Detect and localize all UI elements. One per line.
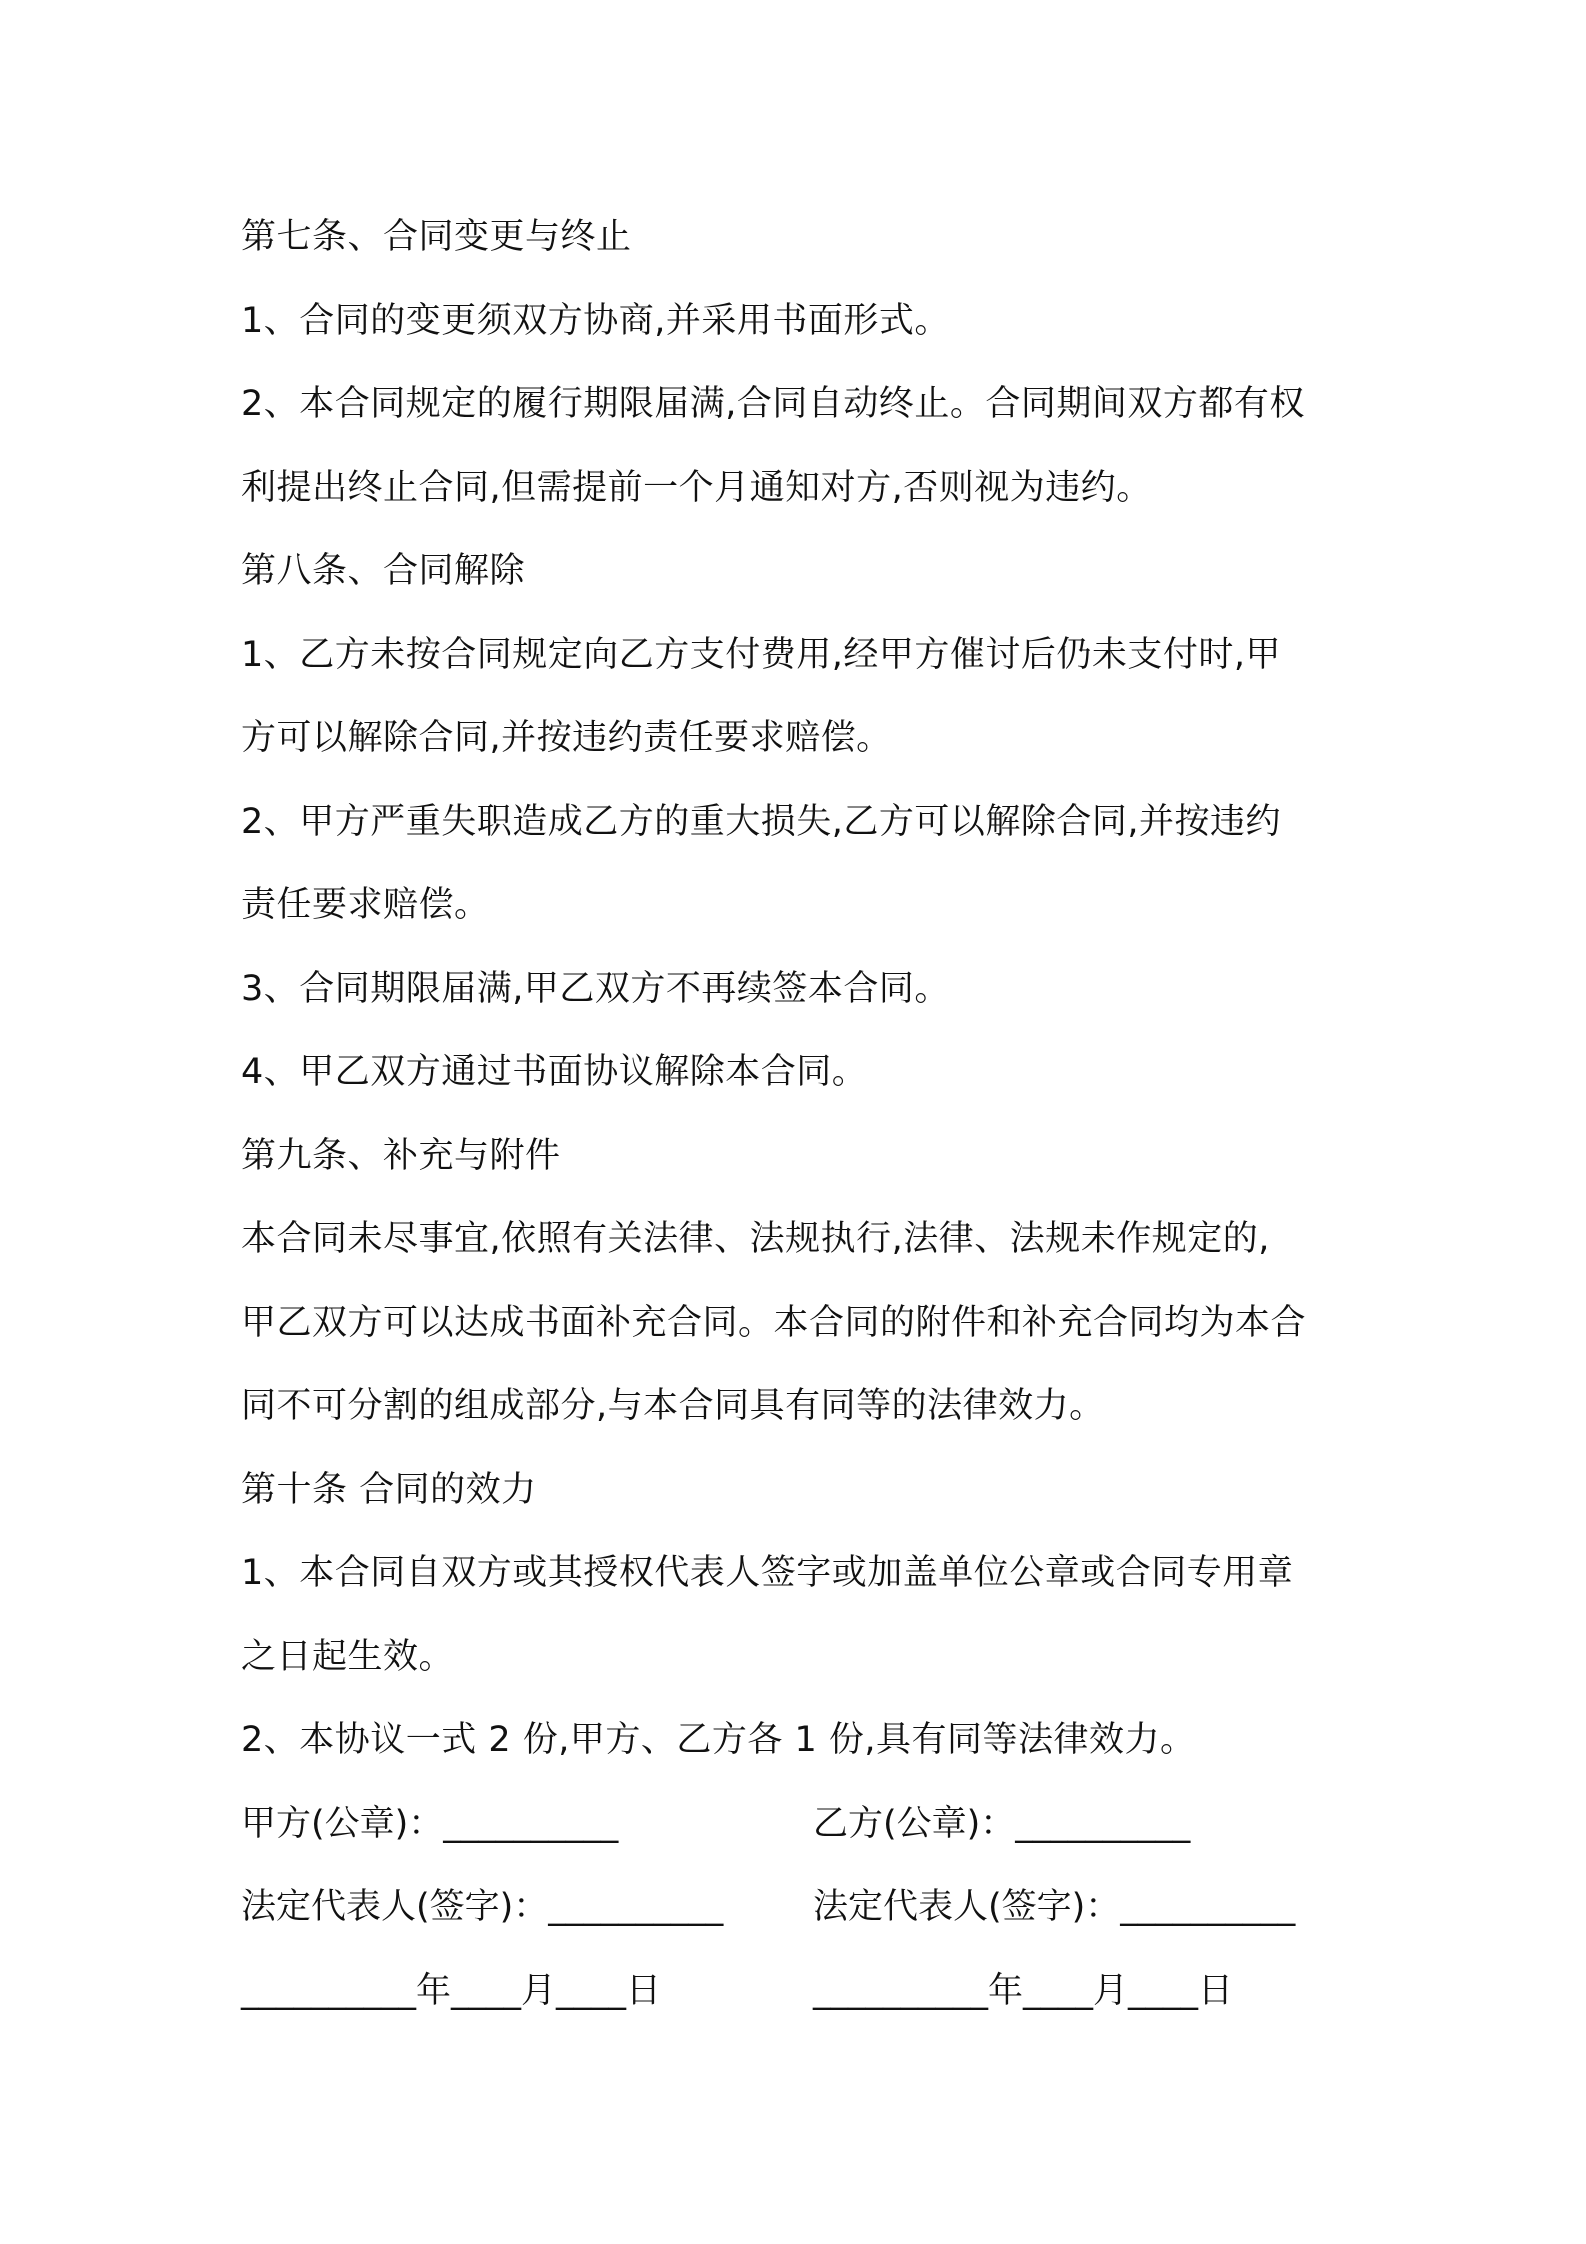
article-10-heading: 第十条 合同的效力 <box>241 1469 537 1510</box>
party-a-seal-field: 甲方(公章)：__________ <box>241 1803 619 1844</box>
article-10-clause-1-cont: 之日起生效。 <box>241 1636 455 1677</box>
party-b-rep-field: 法定代表人(签字)：__________ <box>813 1887 1296 1927</box>
article-7-clause-2-cont: 利提出终止合同,但需提前一个月通知对方,否则视为违约。 <box>241 467 1152 508</box>
article-10-clause-1: 1、本合同自双方或其授权代表人签字或加盖单位公章或合同专用章 <box>241 1553 1294 1593</box>
party-a-rep-field: 法定代表人(签字)：__________ <box>241 1887 724 1927</box>
article-9-text-1: 本合同未尽事宜,依照有关法律、法规执行,法律、法规未作规定的, <box>241 1219 1270 1259</box>
article-8-heading: 第八条、合同解除 <box>241 551 526 591</box>
party-a-date-field: __________年____月____日 <box>241 1970 662 2011</box>
article-7-heading: 第七条、合同变更与终止 <box>241 217 632 257</box>
signature-rep-row <box>241 1866 1361 1950</box>
article-8-clause-2: 2、甲方严重失职造成乙方的重大损失,乙方可以解除合同,并按违约 <box>241 801 1282 842</box>
signature-date-row <box>241 1950 1361 2034</box>
article-9-text-3: 同不可分割的组成部分,与本合同具有同等的法律效力。 <box>241 1386 1105 1426</box>
article-7-clause-1: 1、合同的变更须双方协商,并采用书面形式。 <box>241 300 950 341</box>
article-10-clause-2: 2、本协议一式 2 份,甲方、乙方各 1 份,具有同等法律效力。 <box>241 1720 1196 1760</box>
party-b-seal-field: 乙方(公章)：__________ <box>813 1803 1191 1844</box>
article-8-clause-3: 3、合同期限届满,甲乙双方不再续签本合同。 <box>241 968 950 1009</box>
article-8-clause-2-cont: 责任要求赔偿。 <box>241 885 490 925</box>
article-9-text-2: 甲乙双方可以达成书面补充合同。本合同的附件和补充合同均为本合 <box>241 1302 1307 1343</box>
contract-body <box>241 196 1361 2033</box>
article-8-clause-4: 4、甲乙双方通过书面协议解除本合同。 <box>241 1052 868 1092</box>
article-7-clause-2: 2、本合同规定的履行期限届满,合同自动终止。合同期间双方都有权 <box>241 384 1305 424</box>
article-8-clause-1-cont: 方可以解除合同,并按违约责任要求赔偿。 <box>241 718 892 758</box>
signature-seal-row <box>241 1783 1361 1867</box>
article-8-clause-1: 1、乙方未按合同规定向乙方支付费用,经甲方催讨后仍未支付时,甲 <box>241 634 1282 675</box>
party-b-date-field: __________年____月____日 <box>813 1970 1234 2011</box>
article-9-heading: 第九条、补充与附件 <box>241 1135 561 1176</box>
